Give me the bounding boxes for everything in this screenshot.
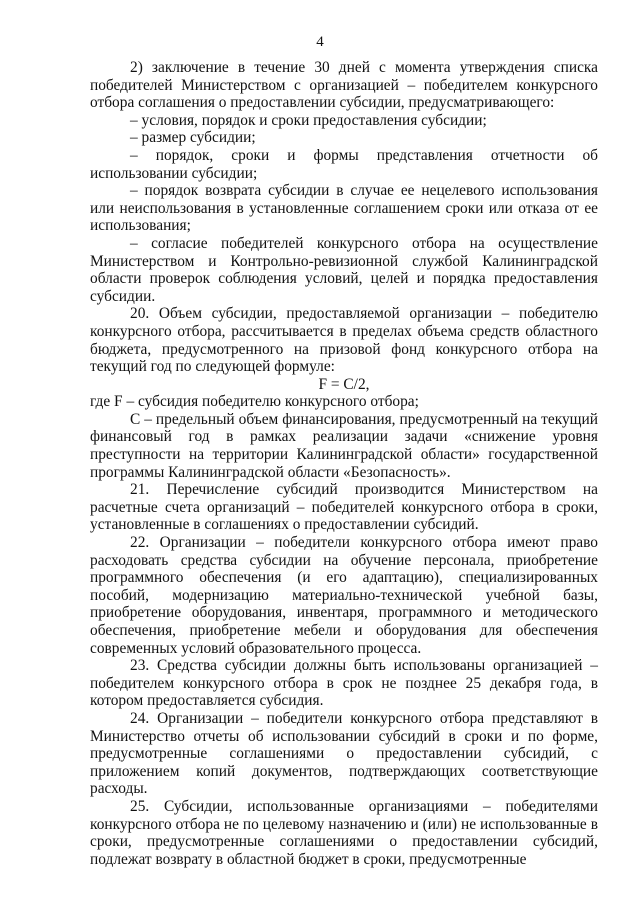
paragraph: – размер субсидии; [130, 129, 256, 147]
paragraph: 24. Организации – победители конкурсного отбора представляют в Министерство отчеты об использовании субсидий в сроки и по форме, предусмотренные соглашениями о предоставлении субсидий, с приложением копий документов, подтверждающих соответствующие расходы. [90, 709, 598, 798]
page-number: 4 [316, 34, 324, 50]
paragraph: 23. Средства субсидии должны быть использованы организацией – победителем конкурсного отбора в срок не позднее 25 декабря года, в котором предоставляется субсидия. [90, 657, 598, 710]
paragraph: – порядок, сроки и формы представления отчетности об использовании субсидии; [90, 146, 598, 182]
paragraph: – условия, порядок и сроки предоставления субсидии; [130, 111, 487, 129]
paragraph: где F – субсидия победителю конкурсного отбора; [90, 393, 419, 411]
paragraph: C – предельный объем финансирования, предусмотренный на текущий финансовый год в рамках реализации задачи «снижение уровня преступности на территории Калининградской области» государственной программы Калининградской области «Безопасность». [90, 410, 598, 481]
paragraph: 20. Объем субсидии, предоставляемой организации – победителю конкурсного отбора, рассчитывается в пределах объема средств областного бюджета, предусмотренного на призовой фонд конкурсного отбора на текущий год по следующей формуле: [90, 305, 598, 376]
paragraph: 22. Организации – победители конкурсного отбора имеют право расходовать средства субсидии на обучение персонала, приобретение программного обеспечения (и его адаптацию), специализированных пособий, модернизацию материально-технической учебной базы, приобретение оборудования, инвентаря, программного и методического обеспечения, приобретение мебели и оборудования для обеспечения современных условий образовательного процесса. [90, 534, 598, 657]
formula: F = C/2, [318, 375, 370, 393]
paragraph: – порядок возврата субсидии в случае ее нецелевого использования или неиспользования в установленные соглашением сроки или отказа от ее использования; [90, 182, 598, 235]
paragraph: – согласие победителей конкурсного отбора на осуществление Министерством и Контрольно-ревизионной службой Калининградской области проверок соблюдения условий, целей и порядка предоставления субсидии. [90, 234, 598, 305]
paragraph: 2) заключение в течение 30 дней с момента утверждения списка победителей Министерством с организацией – победителем конкурсного отбора соглашения о предоставлении субсидии, предусматривающего: [90, 59, 598, 112]
document-body [90, 59, 598, 868]
paragraph: 21. Перечисление субсидий производится Министерством на расчетные счета организаций – победителей конкурсного отбора в сроки, установленные в соглашениях о предоставлении субсидий. [90, 481, 598, 534]
paragraph: 25. Субсидии, использованные организациями – победителями конкурсного отбора не по целевому назначению и (или) не использованные в сроки, предусмотренные соглашениями о предоставлении субсидий, подлежат возврату в областной бюджет в сроки, предусмотренные [90, 797, 598, 868]
